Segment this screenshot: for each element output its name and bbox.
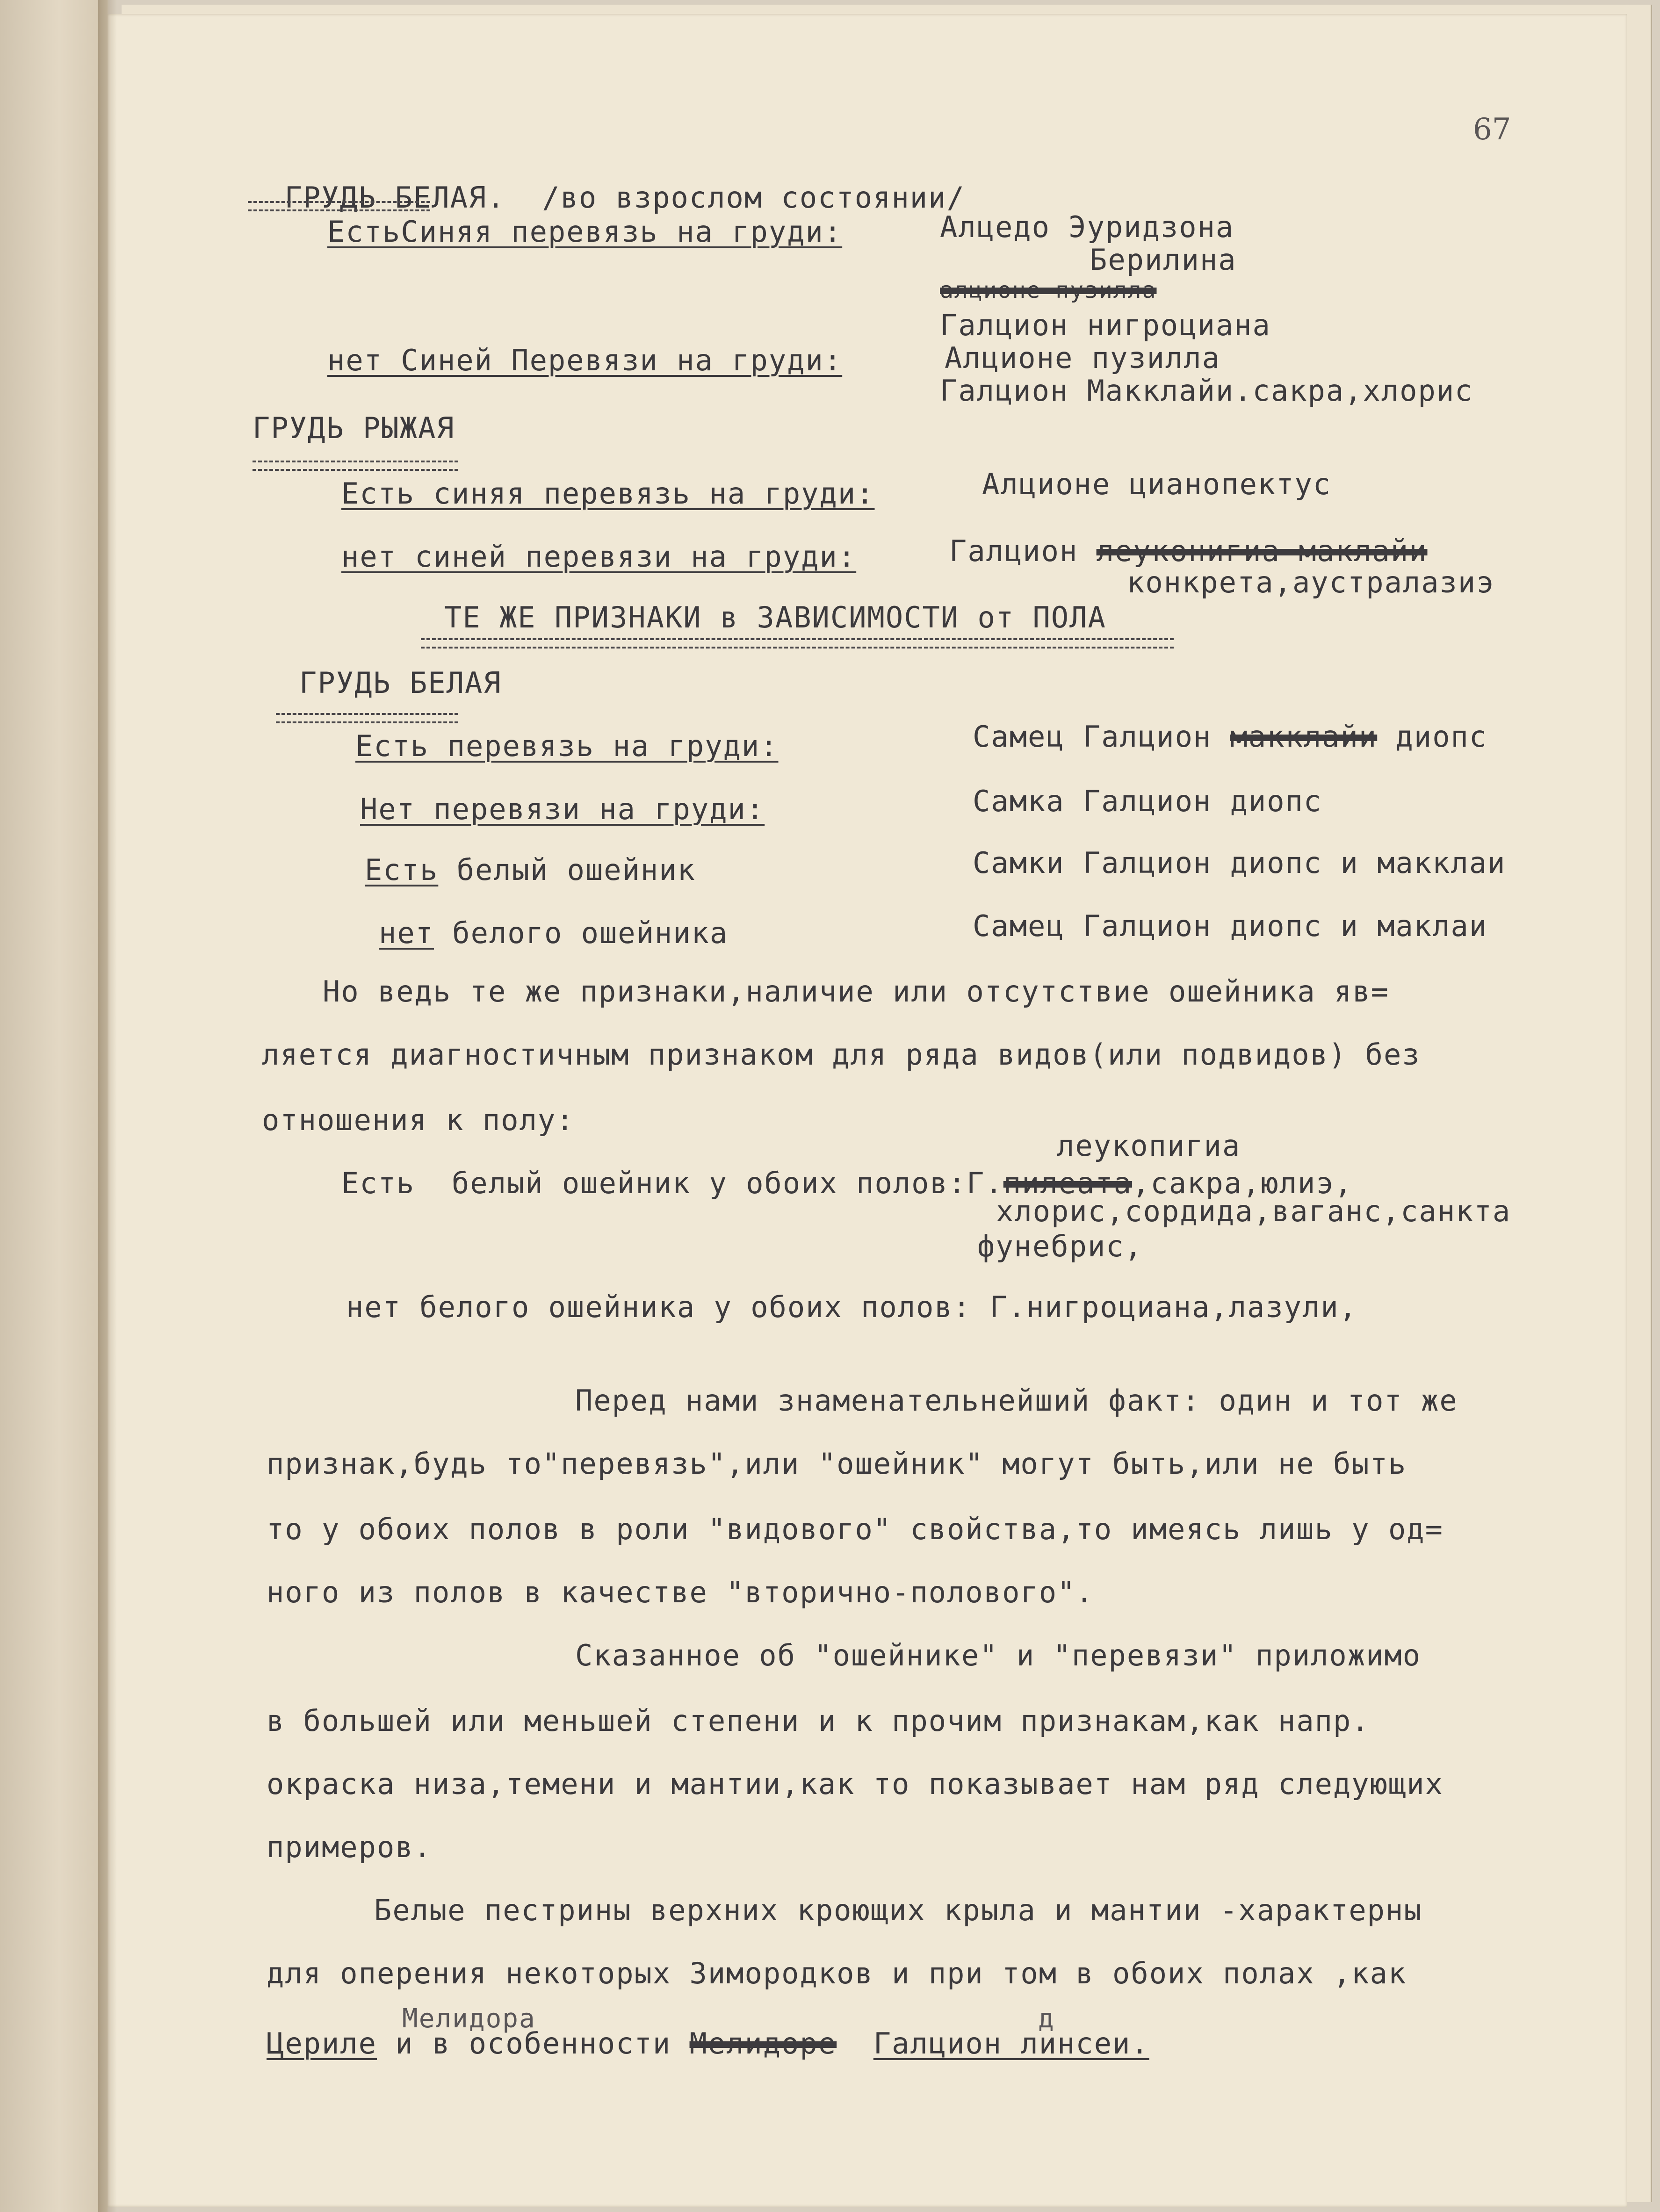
collar-species: ,сакра,юлиэ, (1132, 1166, 1353, 1200)
underlined-word: Галцион линсеи. (873, 2026, 1149, 2061)
double-underline (248, 201, 430, 211)
body-line: ного из полов в качестве "вторично-полового". (267, 1575, 1094, 1609)
page-number: 67 (1473, 112, 1511, 147)
struck-text: пилеата (1003, 1166, 1133, 1200)
body-line: Сказанное об "ошейнике" и "перевязи" приложимо (575, 1638, 1422, 1672)
body-line: для оперения некоторых Зимородков и при том в обоих полах ,как (267, 1956, 1407, 1990)
underlined-word: Цериле (267, 2026, 377, 2061)
body-line: Перед нами знаменательнейший факт: один и тот же (575, 1383, 1458, 1418)
species-concreta: конкрета,аустралазиэ (1127, 565, 1495, 599)
label-no-white-collar (379, 916, 729, 950)
species-pusilla: Алционе пузилла (945, 341, 1220, 375)
species-berilina: Берилина (1090, 243, 1237, 277)
label-white-collar (365, 853, 696, 887)
body-line: то у обоих полов в роли "видового" свойства,то имеясь лишь у од= (267, 1512, 1443, 1546)
body-line: окраска низа,темени и мантии,как то показывает нам ряд следующих (267, 1767, 1443, 1801)
collar-label-text: белый ошейник (438, 853, 696, 887)
females-diops-row: Самки Галцион диопс и макклаи (973, 846, 1506, 880)
collar-label: Есть белый ошейник у обоих полов: (341, 1166, 967, 1200)
double-underline (276, 713, 458, 723)
label-band-present: ЕстьСиняя перевязь на груди: (327, 215, 843, 249)
species-macleayi: Галцион Макклайи.сакра,хлорис (940, 374, 1473, 408)
male-diops-row (973, 720, 1488, 754)
male-diops-maclai-row: Самец Галцион диопс и маклаи (973, 909, 1488, 943)
heading-white-breast-2: ГРУДЬ БЕЛАЯ (299, 666, 502, 700)
underlined-word: нет (379, 916, 434, 950)
species-nigrocyanea: Галцион нигроцианa (940, 308, 1271, 342)
red-band-absent-species (949, 534, 1428, 568)
double-underline (421, 638, 1174, 648)
female-diops-row: Самка Галцион диопс (973, 784, 1322, 818)
collar-prefix: Г. (967, 1166, 1003, 1200)
label-red-band-absent: нет синей перевязи на груди: (341, 540, 857, 574)
label-sex-band-present: Есть перевязь на груди: (355, 729, 779, 763)
body-line: Белые пестрины верхних кроющих крыла и мантии -характерны (374, 1893, 1422, 1927)
heading-title: ГРУДЬ БЕЛАЯ. (284, 180, 505, 215)
collar-species-line-3: фунебрис, (977, 1229, 1143, 1263)
body-line: в большей или меньшей степени и к прочим признакам,как напр. (267, 1704, 1370, 1738)
spine-shadow (98, 0, 117, 2212)
body-line: отношения к полу: (262, 1103, 575, 1137)
struck-text: макклайи (1230, 720, 1378, 754)
label-red-band-present: Есть синяя перевязь на груди: (341, 476, 875, 511)
double-underline (253, 461, 458, 471)
annotation-melidora: Мелидора (402, 2003, 536, 2034)
underlined-word: Есть (365, 853, 439, 887)
body-line: Но ведь те же признаки,наличие или отсутствие ошейника яв= (323, 974, 1389, 1009)
struck-text: леуконигиа маклайи (1096, 534, 1428, 568)
no-collar-label-text: белого ошейника (433, 916, 729, 950)
last-line (267, 2026, 1149, 2061)
body-line: примеров. (267, 1830, 432, 1864)
no-collar-both-sexes: нет белого ошейника у обоих полов: Г.нигроциана,лазули, (346, 1290, 1357, 1324)
heading-red-breast: ГРУДЬ РЫЖАЯ (253, 411, 455, 445)
row-prefix: Самец Галцион (973, 720, 1212, 754)
body-line: признак,будь то"перевязь",или "ошейник" могут быть,или не быть (267, 1447, 1407, 1481)
species-cyanopectus: Алционе цианопектус (982, 467, 1332, 501)
annotation-d: д (1038, 2003, 1055, 2034)
annotation-leucopygia: леукопигиа (1057, 1129, 1241, 1163)
body-line: ляется диагностичным признаком для ряда видов(или подвидов) без (262, 1038, 1421, 1072)
struck-text: Мелидоре (689, 2026, 837, 2061)
binding-strip (0, 0, 108, 2212)
last-line-mid: и в особенности (376, 2026, 690, 2061)
collar-both-sexes-row (341, 1166, 1353, 1200)
heading-by-sex: ТЕ ЖЕ ПРИЗНАКИ в ЗАВИСИМОСТИ от ПОЛА (444, 600, 1106, 634)
species-alcedo: Алцедо Эуридзона (940, 210, 1234, 244)
label-band-absent: нет Синей Перевязи на груди: (327, 343, 843, 377)
heading-subtitle: /во взрослом состоянии/ (542, 180, 965, 215)
species-struck-alcione: алционе пузилла (940, 277, 1157, 303)
collar-species-line-2: хлорис,сордида,ваганс,санкта (996, 1194, 1511, 1228)
species-prefix: Галцион (949, 534, 1078, 568)
label-sex-band-absent: Нет перевязи на груди: (360, 792, 765, 826)
row-value: диопс (1395, 720, 1488, 754)
